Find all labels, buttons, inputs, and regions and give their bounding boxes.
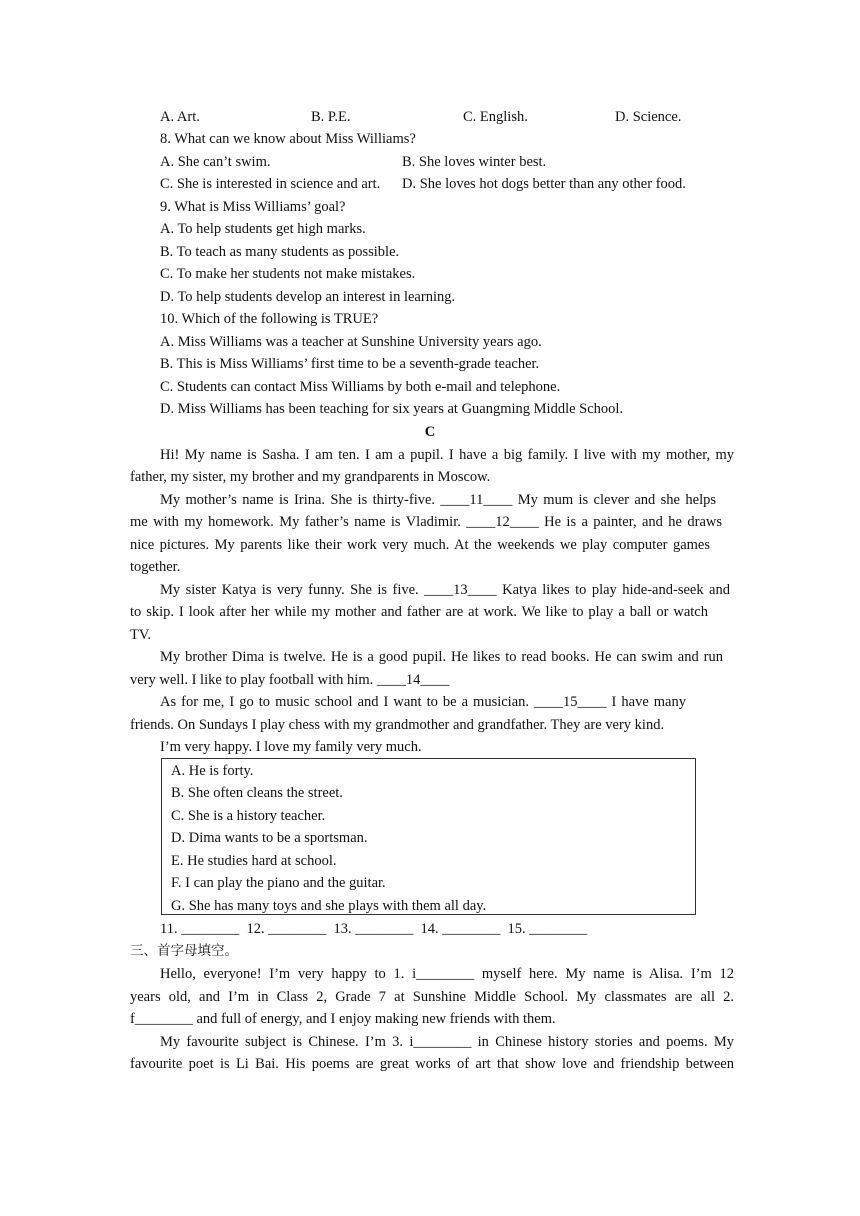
passage-c-p4-line2: very well. I like to play football with him. ____14____: [130, 672, 450, 688]
q10-question: 10. Which of the following is TRUE?: [160, 311, 379, 327]
q7-option-d: D. Science.: [615, 109, 682, 125]
box-option-e: E. He studies hard at school.: [171, 853, 337, 869]
q10-option-b: B. This is Miss Williams’ first time to be a seventh-grade teacher.: [160, 356, 540, 372]
passage-c-p2-line2: me with my homework. My father’s name is Vladimir. ____12____ He is a painter, and he draws: [130, 514, 722, 530]
passage-c-p1-line2: father, my sister, my brother and my grandparents in Moscow.: [130, 469, 491, 485]
q8-option-c: C. She is interested in science and art.: [160, 176, 381, 192]
q9-option-d: D. To help students develop an interest in learning.: [160, 289, 456, 305]
section3-p1-line3: f________ and full of energy, and I enjoy making new friends with them.: [130, 1011, 556, 1027]
q9-option-b: B. To teach as many students as possible.: [160, 244, 400, 260]
q10-option-a: A. Miss Williams was a teacher at Sunshine University years ago.: [160, 334, 542, 350]
q10-option-c: C. Students can contact Miss Williams by both e-mail and telephone.: [160, 379, 561, 395]
section-c-heading: C: [424, 424, 436, 440]
section3-p2-line2: favourite poet is Li Bai. His poems are great works of art that show love and friendship between: [130, 1056, 734, 1072]
q7-option-a: A. Art.: [160, 109, 200, 125]
box-option-g: G. She has many toys and she plays with them all day.: [171, 898, 487, 914]
passage-c-p2-line1: My mother’s name is Irina. She is thirty-five. ____11____ My mum is clever and she helps: [160, 492, 716, 508]
q8-option-d: D. She loves hot dogs better than any other food.: [402, 176, 686, 192]
passage-c-p3-line2: to skip. I look after her while my mother and father are at work. We like to play a ball or watch: [130, 604, 708, 620]
passage-c-p3-line3: TV.: [130, 627, 152, 643]
section3-p1-line1: Hello, everyone! I’m very happy to 1. i________ myself here. My name is Alisa. I’m 12: [160, 966, 734, 982]
q8-option-b: B. She loves winter best.: [402, 154, 547, 170]
passage-c-p1-line1: Hi! My name is Sasha. I am ten. I am a pupil. I have a big family. I live with my mother, my: [160, 447, 734, 463]
passage-c-p2-line4: together.: [130, 559, 181, 575]
box-option-a: A. He is forty.: [171, 763, 254, 779]
q8-option-a: A. She can’t swim.: [160, 154, 271, 170]
q9-option-c: C. To make her students not make mistakes.: [160, 266, 416, 282]
q7-option-b: B. P.E.: [311, 109, 351, 125]
answer-blanks: 11. ________ 12. ________ 13. ________ 14. ________ 15. ________: [160, 921, 588, 937]
q8-question: 8. What can we know about Miss Williams?: [160, 131, 416, 147]
q9-question: 9. What is Miss Williams’ goal?: [160, 199, 346, 215]
section3-p1-line2: years old, and I’m in Class 2, Grade 7 at Sunshine Middle School. My classmates are all 2.: [130, 989, 734, 1005]
box-option-d: D. Dima wants to be a sportsman.: [171, 830, 368, 846]
section-3-heading: 三、首字母填空。: [130, 943, 238, 959]
passage-c-p4-line1: My brother Dima is twelve. He is a good pupil. He likes to read books. He can swim and run: [160, 649, 723, 665]
section3-p2-line1: My favourite subject is Chinese. I’m 3. i________ in Chinese history stories and poems. My: [160, 1034, 734, 1050]
q9-option-a: A. To help students get high marks.: [160, 221, 366, 237]
passage-c-p6: I’m very happy. I love my family very much.: [160, 739, 422, 755]
box-option-f: F. I can play the piano and the guitar.: [171, 875, 386, 891]
box-option-b: B. She often cleans the street.: [171, 785, 343, 801]
box-option-c: C. She is a history teacher.: [171, 808, 326, 824]
passage-c-p2-line3: nice pictures. My parents like their work very much. At the weekends we play computer games: [130, 537, 710, 553]
passage-c-p5-line1: As for me, I go to music school and I want to be a musician. ____15____ I have many: [160, 694, 686, 710]
passage-c-p3-line1: My sister Katya is very funny. She is five. ____13____ Katya likes to play hide-and-seek and: [160, 582, 730, 598]
passage-c-p5-line2: friends. On Sundays I play chess with my grandmother and grandfather. They are very kind.: [130, 717, 665, 733]
q10-option-d: D. Miss Williams has been teaching for six years at Guangming Middle School.: [160, 401, 624, 417]
q7-option-c: C. English.: [463, 109, 528, 125]
